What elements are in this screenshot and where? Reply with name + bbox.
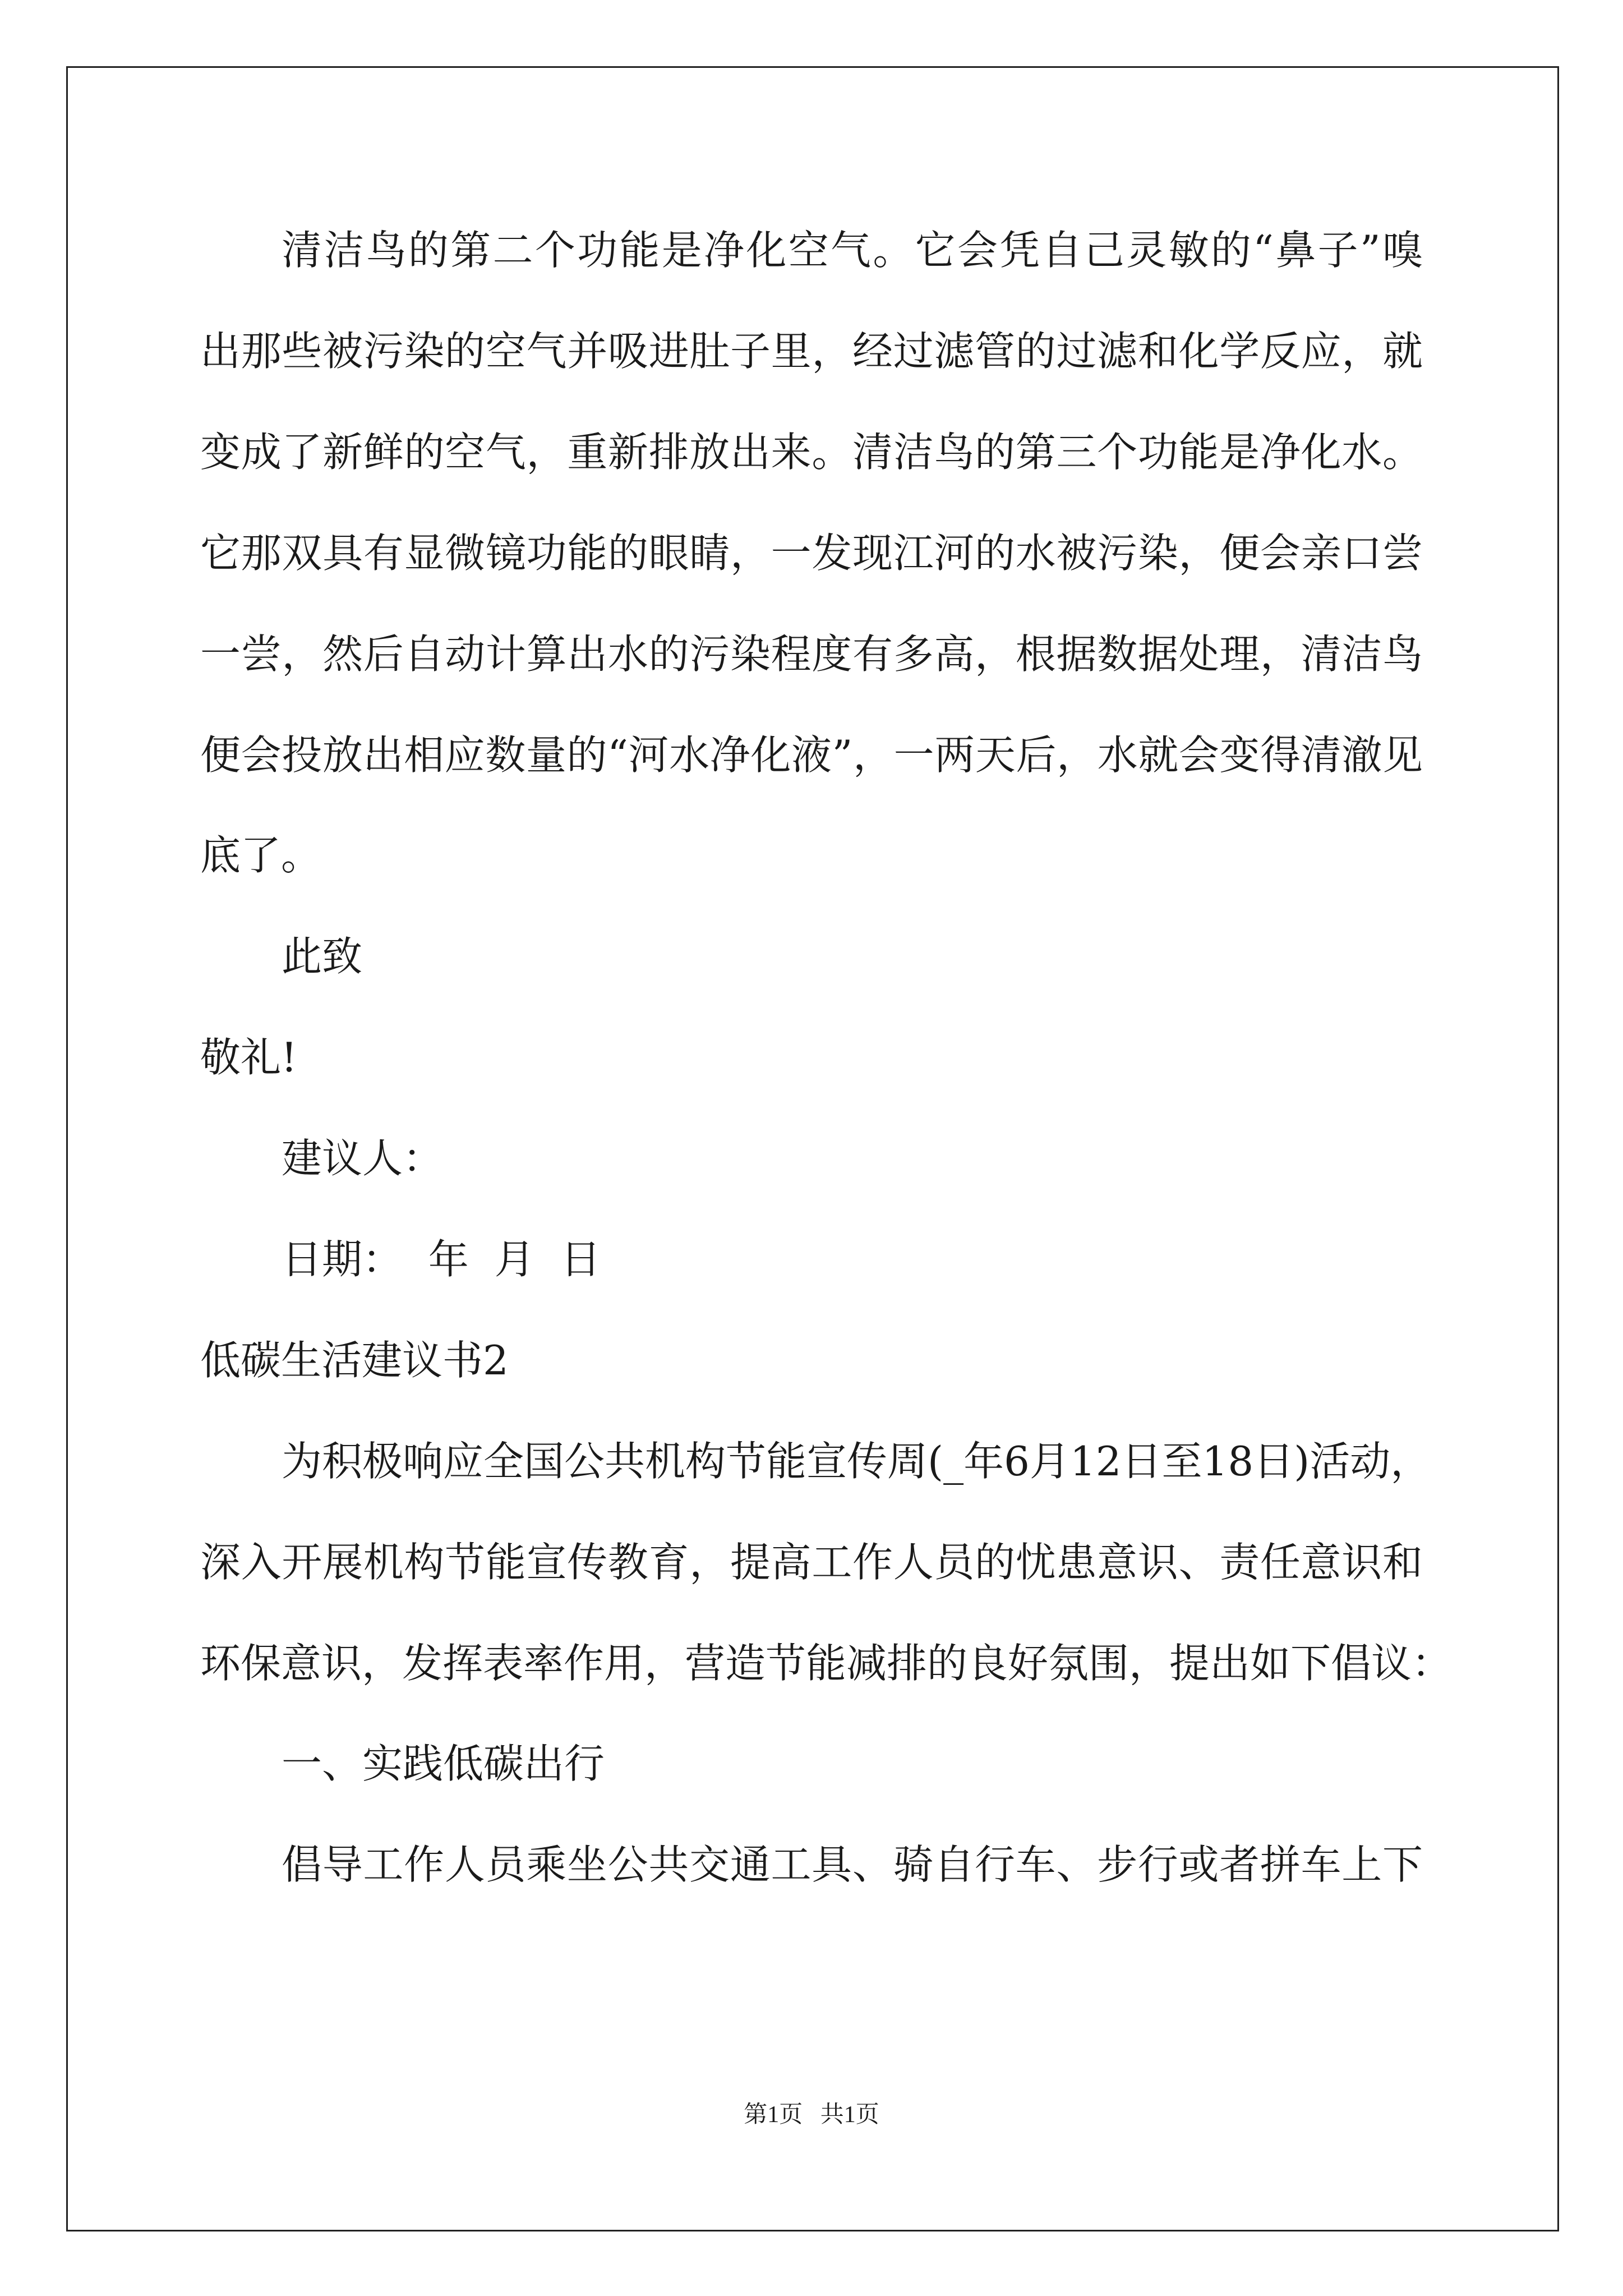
- text-line: 深入开展机构节能宣传教育，提高工作人员的忧患意识、责任意识和: [200, 1539, 1423, 1586]
- text-line: 出那些被污染的空气并吸进肚子里，经过滤管的过滤和化学反应，就: [200, 328, 1423, 375]
- text-line: 倡导工作人员乘坐公共交通工具、骑自行车、步行或者拼车上下: [282, 1841, 1423, 1888]
- text-line: 便会投放出相应数量的“河水净化液”，一两天后，水就会变得清澈见: [200, 731, 1423, 779]
- salutation-line: 此致: [282, 933, 363, 980]
- text-line: 为积极响应全国公共机构节能宣传周(_年6月12日至18日)活动，: [282, 1438, 1431, 1485]
- text-line: 清洁鸟的第二个功能是净化空气。它会凭自己灵敏的“鼻子”嗅: [282, 227, 1423, 274]
- salutation-line: 敬礼!: [200, 1034, 297, 1081]
- text-line: 一尝，然后自动计算出水的污染程度有多高，根据数据处理，清洁鸟: [200, 631, 1423, 678]
- page-footer: 第1页 共1页: [744, 2102, 879, 2128]
- signature-line: 建议人：: [282, 1135, 444, 1182]
- date-line: 日期： 年 月 日: [282, 1236, 601, 1283]
- text-line: 底了。: [200, 832, 322, 879]
- text-line: 它那双具有显微镜功能的眼睛，一发现江河的水被污染，便会亲口尝: [200, 530, 1423, 577]
- text-line: 环保意识，发挥表率作用，营造节能减排的良好氛围，提出如下倡议：: [200, 1640, 1453, 1687]
- section-heading: 低碳生活建议书2: [200, 1337, 509, 1384]
- subheading: 一、实践低碳出行: [282, 1740, 605, 1787]
- text-line: 变成了新鲜的空气，重新排放出来。清洁鸟的第三个功能是净化水。: [200, 429, 1423, 476]
